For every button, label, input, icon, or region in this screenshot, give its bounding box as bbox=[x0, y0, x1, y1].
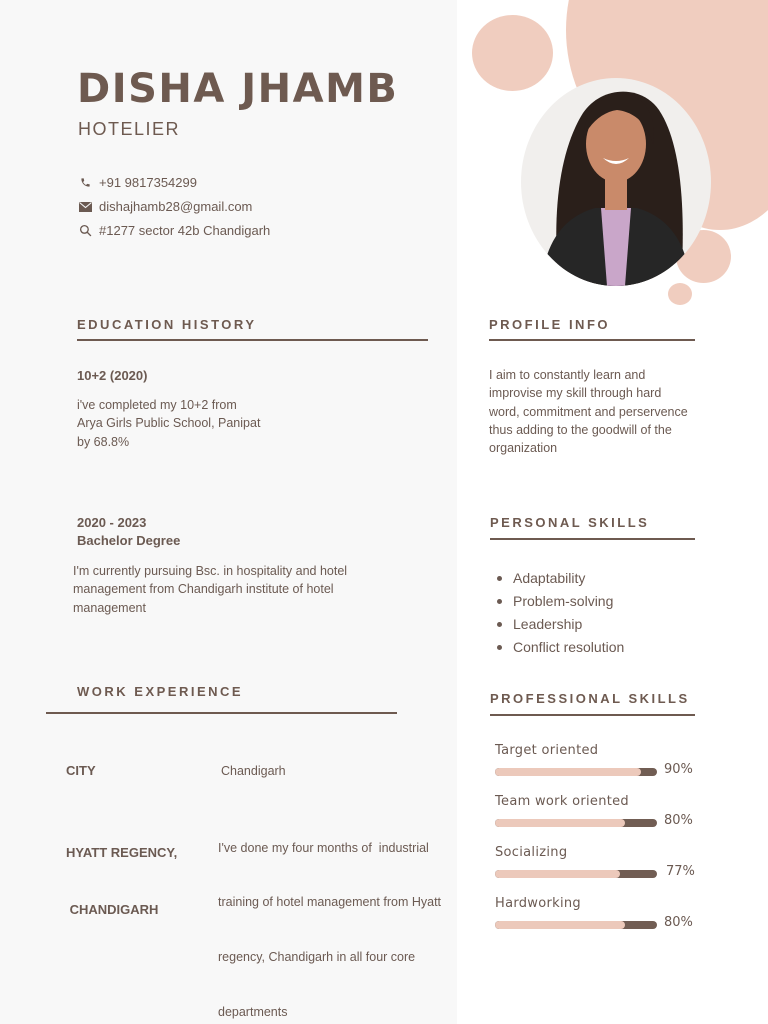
education-entry1-text bbox=[77, 396, 260, 451]
personal-skills-divider bbox=[490, 538, 695, 540]
skill-label-hardworking: Hardworking bbox=[495, 896, 581, 911]
education-entry2-line: management bbox=[73, 600, 146, 615]
list-item bbox=[491, 567, 624, 590]
skill-bar-teamwork bbox=[495, 819, 657, 827]
professional-skills-divider bbox=[490, 714, 695, 716]
skill-bar-hardworking bbox=[495, 921, 657, 929]
skill-bar-fill bbox=[495, 870, 620, 878]
mail-icon bbox=[77, 200, 93, 214]
skill-percent-socializing: 77% bbox=[666, 864, 695, 879]
skill-label-teamwork: Team work oriented bbox=[495, 794, 629, 809]
work-heading: WORK EXPERIENCE bbox=[77, 684, 244, 699]
education-entry2-degree: Bachelor Degree bbox=[77, 533, 181, 548]
education-heading: EDUCATION HISTORY bbox=[77, 317, 257, 332]
skill-bar-fill bbox=[495, 819, 625, 827]
skill-text: Adaptability bbox=[513, 570, 586, 586]
skill-bar-fill bbox=[495, 768, 641, 776]
work-description-line: training of hotel management from Hyatt bbox=[218, 895, 442, 910]
profile-photo bbox=[521, 78, 711, 286]
education-entry2-text bbox=[73, 562, 347, 617]
profile-text bbox=[489, 366, 688, 457]
profile-line: thus adding to the goodwill of the bbox=[489, 422, 672, 437]
contact-phone bbox=[77, 175, 197, 190]
work-description-line: regency, Chandigarh in all four core bbox=[218, 950, 416, 965]
skill-bar-target bbox=[495, 768, 657, 776]
candidate-name: DISHA JHAMB bbox=[77, 66, 399, 112]
skill-label-socializing: Socializing bbox=[495, 845, 568, 860]
work-description-line: departments bbox=[218, 1005, 288, 1020]
phone-icon bbox=[77, 176, 93, 190]
profile-line: improvise my skill through hard bbox=[489, 386, 662, 401]
phone-text: +91 9817354299 bbox=[99, 175, 197, 190]
skill-text: Problem-solving bbox=[513, 593, 614, 609]
personal-skills-heading: PERSONAL SKILLS bbox=[490, 515, 650, 530]
bullet-dot bbox=[497, 622, 502, 627]
skill-percent-hardworking: 80% bbox=[664, 915, 693, 930]
education-entry1-line: i've completed my 10+2 from bbox=[77, 398, 237, 412]
profile-heading: PROFILE INFO bbox=[489, 317, 610, 332]
education-divider bbox=[77, 339, 428, 341]
education-entry1-line: Arya Girls Public School, Panipat bbox=[77, 416, 261, 431]
job-title: HOTELIER bbox=[78, 119, 181, 139]
search-icon bbox=[77, 224, 93, 238]
skill-percent-teamwork: 80% bbox=[664, 813, 693, 828]
work-description-line: I've done my four months of industrial bbox=[218, 840, 429, 855]
list-item bbox=[491, 613, 624, 636]
address-text: #1277 sector 42b Chandigarh bbox=[99, 223, 271, 238]
skill-bar-fill bbox=[495, 921, 625, 929]
profile-line: organization bbox=[489, 441, 558, 456]
profile-line: I aim to constantly learn and bbox=[489, 368, 646, 382]
education-entry2-line: I'm currently pursuing Bsc. in hospitality and hotel bbox=[73, 564, 348, 578]
list-item bbox=[491, 636, 624, 659]
contact-address bbox=[77, 223, 270, 238]
skill-bar-socializing bbox=[495, 870, 657, 878]
skill-text: Leadership bbox=[513, 616, 583, 632]
bullet-dot bbox=[497, 599, 502, 604]
education-entry2-line: management from Chandigarh institute of hotel bbox=[73, 582, 334, 597]
skill-label-target: Target oriented bbox=[495, 743, 599, 758]
education-entry1-label: 10+2 (2020) bbox=[77, 368, 148, 383]
work-company bbox=[66, 805, 177, 938]
list-item bbox=[491, 590, 624, 613]
work-divider bbox=[46, 712, 397, 714]
skill-text: Conflict resolution bbox=[513, 639, 625, 655]
education-entry1-line: by 68.8% bbox=[77, 434, 130, 449]
education-entry2-years: 2020 - 2023 bbox=[77, 515, 147, 530]
work-description bbox=[218, 802, 441, 1024]
skill-percent-target: 90% bbox=[664, 762, 693, 777]
profile-photo-illustration bbox=[521, 78, 711, 286]
work-company-line: CHANDIGARH bbox=[66, 902, 159, 917]
bullet-dot bbox=[497, 576, 502, 581]
professional-skills-heading: PROFESSIONAL SKILLS bbox=[490, 691, 690, 706]
work-city-value: Chandigarh bbox=[221, 764, 286, 778]
bullet-dot bbox=[497, 645, 502, 650]
decor-circle-small-top bbox=[472, 15, 553, 91]
work-city-label: CITY bbox=[66, 763, 96, 778]
personal-skills-list bbox=[491, 567, 624, 659]
decor-circle-tiny bbox=[668, 283, 692, 305]
contact-email bbox=[77, 199, 252, 214]
email-text: dishajhamb28@gmail.com bbox=[99, 199, 253, 214]
profile-divider bbox=[489, 339, 695, 341]
profile-line: word, commitment and perservence bbox=[489, 404, 688, 419]
work-company-line: HYATT REGENCY, bbox=[66, 845, 178, 860]
